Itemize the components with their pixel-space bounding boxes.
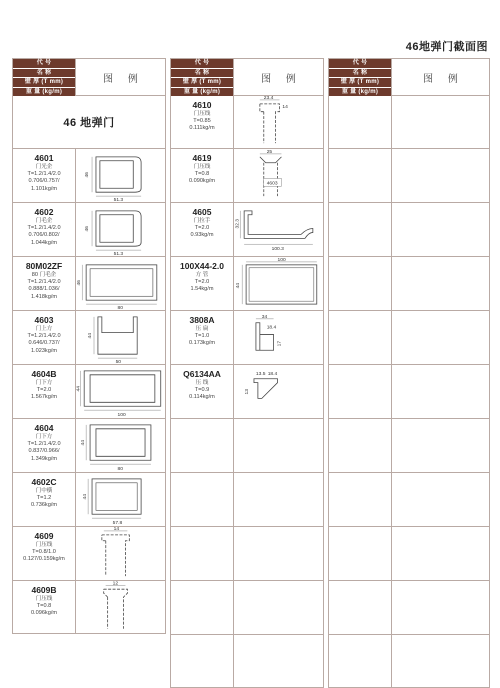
profile-drawing — [233, 96, 323, 148]
profile-thickness: T=0.9 — [194, 387, 210, 394]
profile-code: 4602 — [34, 207, 54, 217]
profile-name: 压 扁 — [195, 326, 209, 332]
profile-code: Q6134AA — [183, 369, 221, 379]
profile-code: 80M02ZF — [25, 261, 63, 271]
header-code: 代 号 — [329, 59, 391, 69]
profile-weight-cont: 1.101kg/m — [30, 185, 58, 192]
profile-code: 4605 — [192, 207, 212, 217]
header-thickness: 壁 厚 (T mm) — [13, 78, 75, 88]
empty-row — [171, 635, 323, 687]
profile-code: 4610 — [192, 100, 212, 110]
profile-weight: 0.706/0.757/ — [28, 178, 60, 185]
profile-weight: 0.706/0.802/ — [28, 232, 60, 239]
empty-row — [171, 473, 323, 527]
profile-thickness: T=1.2/1.4/2.0 — [27, 171, 61, 178]
profile-name: 门光企 — [35, 164, 53, 170]
profile-name: 门拉手 — [193, 218, 211, 224]
empty-row — [329, 581, 489, 635]
profile-drawing — [75, 527, 165, 580]
header-code: 代 号 — [171, 59, 233, 69]
empty-row — [329, 203, 489, 257]
profile-drawing — [233, 149, 323, 202]
profile-thickness: T=1.2/1.4/2.0 — [27, 225, 61, 232]
profile-weight: 1.54kg/m — [190, 286, 214, 293]
dim-label: 44 — [236, 282, 242, 289]
dim-label: 44 — [83, 494, 89, 500]
empty-row — [329, 149, 489, 203]
profile-row — [171, 96, 323, 149]
profile-row — [13, 149, 165, 203]
dim-label: 51.3 — [113, 198, 124, 202]
empty-row — [171, 581, 323, 635]
profile-name: 门压线 — [35, 596, 53, 602]
profile-weight: 0.114kg/m — [189, 394, 215, 401]
profile-code: 4604B — [31, 369, 57, 379]
profile-drawing — [75, 365, 165, 418]
profile-row — [13, 203, 165, 257]
empty-row — [171, 419, 323, 473]
profile-table-column-3 — [328, 58, 490, 688]
profile-drawing — [233, 365, 323, 418]
dim-label: 46 — [77, 280, 83, 286]
profile-thickness: T=1.2/1.4/2.0 — [27, 333, 61, 340]
profile-drawing — [233, 257, 323, 310]
dim-label: 32.3 — [235, 218, 241, 229]
profile-weight: 0.111kg/m — [189, 125, 215, 132]
profile-weight: 0.646/0.737/ — [28, 340, 60, 347]
profile-weight: 0.93kg/m — [190, 232, 214, 239]
profile-code: 3808A — [189, 315, 215, 325]
profile-drawing — [75, 257, 165, 310]
profile-code: 4609B — [31, 585, 57, 595]
dim-label: 44 — [76, 386, 82, 392]
empty-row — [329, 96, 489, 149]
profile-weight: 0.736kg/m — [30, 502, 58, 509]
header-weight: 重 量 (kg/m) — [329, 88, 391, 97]
dim-label: 50 — [115, 360, 122, 364]
profile-drawing — [75, 203, 165, 256]
header-thickness: 壁 厚 (T mm) — [171, 78, 233, 88]
profile-weight: 0.888/1.036/ — [28, 286, 60, 293]
profile-thickness: T=2.0 — [36, 387, 52, 394]
profile-thickness: T=1.2 — [36, 495, 52, 502]
profile-weight-cont: 1.349kg/m — [30, 455, 58, 462]
dim-label: 46 — [85, 226, 91, 232]
dim-label: 17 — [277, 340, 283, 347]
table-header — [171, 59, 323, 96]
dim-label: 100 — [277, 257, 286, 263]
dim-label: 25 — [266, 149, 273, 155]
profile-name: 方 管 — [195, 272, 209, 278]
table-header — [329, 59, 489, 96]
header-name: 名 称 — [13, 69, 75, 79]
profile-code: 4609 — [34, 531, 54, 541]
header-thickness: 壁 厚 (T mm) — [329, 78, 391, 88]
dim-label: 14 — [113, 527, 120, 532]
profile-row — [171, 365, 323, 419]
empty-row — [329, 635, 489, 687]
dim-label: 46 — [85, 172, 91, 178]
profile-weight: 0.837/0.966/ — [28, 448, 60, 455]
empty-row — [329, 311, 489, 365]
profile-code: 4619 — [192, 153, 212, 163]
dim-label: 80 — [117, 467, 124, 472]
profile-row — [171, 203, 323, 257]
profile-thickness: T=0.85 — [193, 118, 211, 125]
empty-row — [329, 365, 489, 419]
profile-thickness: T=0.8/1.0 — [32, 549, 56, 556]
profile-name: 80 门毛企 — [31, 272, 57, 278]
empty-row — [329, 527, 489, 581]
profile-drawing — [233, 203, 323, 256]
header-weight: 重 量 (kg/m) — [171, 88, 233, 97]
header-figure: 图 例 — [233, 59, 323, 95]
profile-row — [13, 527, 165, 581]
profile-thickness: T=1.0 — [194, 333, 210, 340]
profile-row — [13, 257, 165, 311]
profile-weight: 0.090kg/m — [188, 178, 216, 185]
profile-thickness: T=1.2/1.4/2.0 — [27, 279, 61, 286]
profile-drawing — [233, 311, 323, 364]
header-figure: 图 例 — [391, 59, 489, 95]
dim-label: 100.3 — [271, 247, 284, 253]
profile-code: 4602C — [31, 477, 57, 487]
empty-row — [329, 473, 489, 527]
profile-thickness: T=0.8 — [36, 603, 52, 610]
profile-drawing — [75, 581, 165, 633]
profile-weight: 0.096kg/m — [30, 610, 58, 617]
profile-drawing — [75, 473, 165, 526]
profile-thickness: T=0.8 — [194, 171, 210, 178]
profile-row — [13, 473, 165, 527]
empty-row — [329, 257, 489, 311]
profile-row — [13, 581, 165, 633]
series-title-row — [13, 96, 165, 149]
dim-label: 57.8 — [112, 521, 123, 526]
profile-code: 100X44-2.0 — [180, 261, 224, 271]
page-title: 46地弹门截面图 — [405, 41, 488, 53]
profile-weight-cont: 1.023kg/m — [30, 347, 58, 354]
profile-name: 门下方 — [35, 380, 53, 386]
header-figure: 图 例 — [75, 59, 165, 95]
profile-name: 门下方 — [35, 434, 53, 440]
profile-weight: 0.127/0.159kg/m — [23, 556, 65, 563]
profile-drawing — [75, 149, 165, 202]
series-title: 46 地弹门 — [63, 117, 115, 129]
profile-name: 压 线 — [195, 380, 209, 386]
profile-thickness: T=2.0 — [194, 225, 210, 232]
profile-weight: 1.567kg/m — [30, 394, 58, 401]
profile-code: 4601 — [34, 153, 54, 163]
profile-code: 4604 — [34, 423, 54, 433]
dim-label: 18.4 — [266, 325, 277, 331]
table-header — [13, 59, 165, 96]
profile-row — [13, 365, 165, 419]
empty-row — [171, 527, 323, 581]
dim-label: 80 — [117, 306, 124, 310]
header-code: 代 号 — [13, 59, 75, 69]
dim-label: 4603 — [266, 181, 278, 187]
dim-label: 14 — [282, 104, 288, 110]
profile-row — [171, 311, 323, 365]
profile-code: 4603 — [34, 315, 54, 325]
profile-drawing — [75, 311, 165, 364]
profile-name: 门压线 — [193, 164, 211, 170]
profile-name: 门压线 — [35, 542, 53, 548]
dim-label: 51.3 — [113, 252, 124, 256]
profile-row — [13, 419, 165, 473]
dim-label: 12 — [112, 581, 119, 587]
profile-weight-cont: 1.044kg/m — [30, 239, 58, 246]
profile-row — [171, 149, 323, 203]
header-name: 名 称 — [329, 69, 391, 79]
profile-row — [13, 311, 165, 365]
profile-drawing — [75, 419, 165, 472]
dim-label: 13.5 — [255, 371, 266, 377]
dim-label: 44 — [81, 440, 87, 446]
profile-row — [171, 257, 323, 311]
dim-label: 13 — [245, 388, 251, 395]
profile-thickness: T=2.0 — [194, 279, 210, 286]
dim-label: 18.4 — [267, 371, 278, 377]
profile-weight: 0.173kg/m — [188, 340, 216, 347]
profile-name: 门上方 — [35, 326, 53, 332]
profile-name: 门毛企 — [35, 218, 53, 224]
dim-label: 100 — [117, 413, 126, 418]
profile-weight-cont: 1.418kg/m — [30, 293, 58, 300]
dim-label: 23.4 — [263, 96, 274, 101]
profile-table-column-1 — [12, 58, 166, 634]
profile-name: 门中横 — [35, 488, 53, 494]
dim-label: 34 — [261, 314, 268, 320]
profile-table-column-2 — [170, 58, 324, 688]
profile-thickness: T=1.2/1.4/2.0 — [27, 441, 61, 448]
profile-name: 门压线 — [193, 111, 211, 117]
header-weight: 重 量 (kg/m) — [13, 88, 75, 97]
header-name: 名 称 — [171, 69, 233, 79]
dim-label: 44 — [88, 333, 94, 339]
empty-row — [329, 419, 489, 473]
